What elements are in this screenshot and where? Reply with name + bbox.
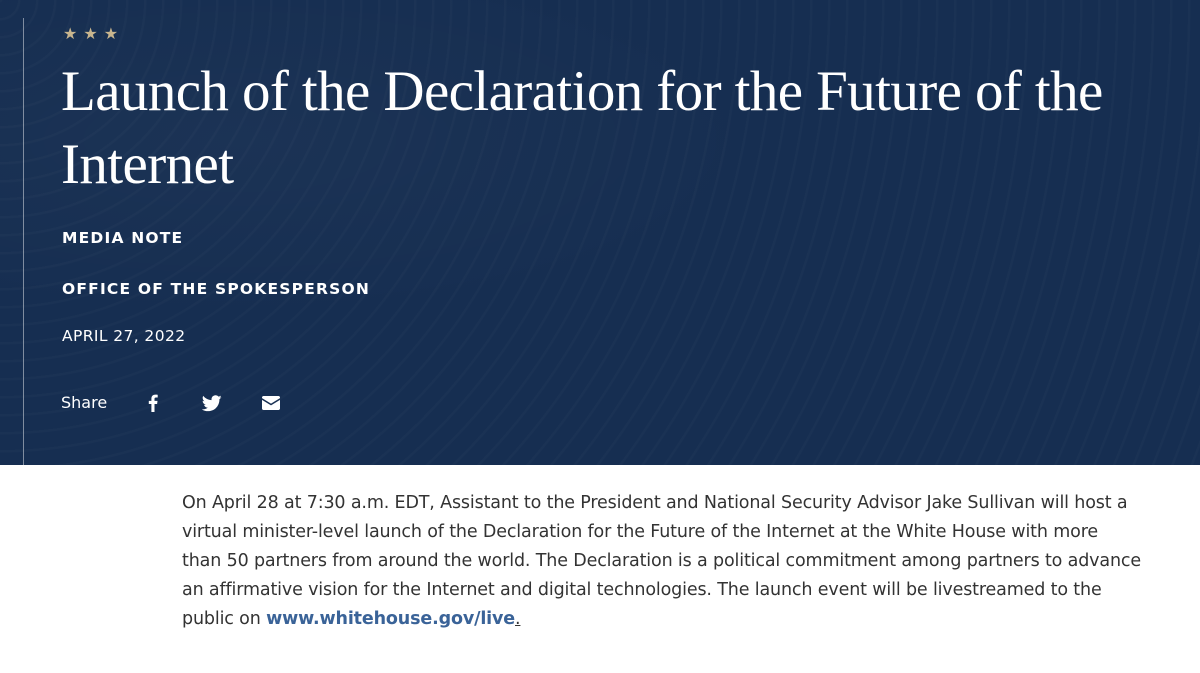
hero-accent-line (23, 18, 24, 465)
livestream-link[interactable]: www.whitehouse.gov/live (266, 609, 516, 629)
category-label[interactable]: MEDIA NOTE (62, 229, 184, 247)
office-label[interactable]: OFFICE OF THE SPOKESPERSON (62, 280, 371, 298)
share-label: Share (61, 393, 108, 412)
paragraph-end-punctuation: . (515, 609, 521, 629)
share-bar (61, 392, 320, 414)
star-icon: ★ (63, 24, 78, 43)
star-icon: ★ (83, 24, 98, 43)
twitter-icon[interactable] (202, 393, 222, 413)
article-paragraph-text: On April 28 at 7:30 a.m. EDT, Assistant to the President and National Security Advisor Jake Sullivan will host a virtual minister-level launch of the Declaration for the Future of the Internet at the White House with more than 50 partners from around the world. The Declaration is a political commitment among partners to advance an affirmative vision for the Internet and digital technologies. The launch event will be livestreamed to the public on (182, 493, 1141, 629)
email-icon[interactable] (261, 393, 281, 413)
publish-date: APRIL 27, 2022 (62, 327, 186, 345)
star-icon: ★ (103, 24, 119, 43)
facebook-icon[interactable] (143, 393, 163, 413)
page-title: Launch of the Declaration for the Future of the Internet (61, 60, 1103, 196)
article-body (182, 489, 1142, 634)
stars-ornament (63, 24, 118, 44)
